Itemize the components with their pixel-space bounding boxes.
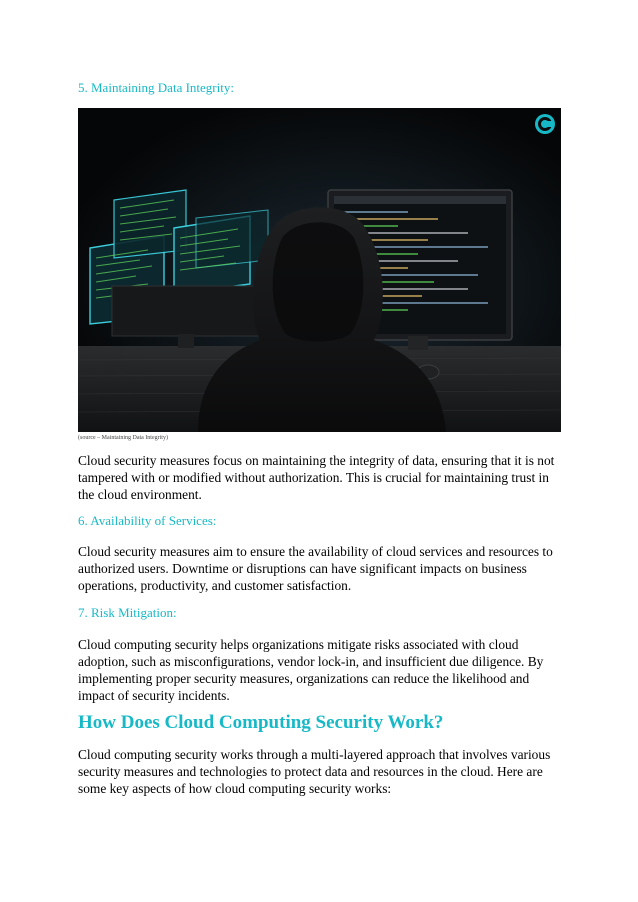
editor-toolbar (334, 196, 506, 204)
paragraph-availability: Cloud security measures aim to ensure the availability of cloud services and resources to authorized users. Downtime or disruptions can have significant impacts on business operations, productivity, and customer satisfaction. (78, 544, 553, 593)
heading-availability-of-services: 6. Availability of Services: (78, 513, 217, 528)
hacker-illustration (78, 108, 561, 432)
heading-how-cloud-security-works: How Does Cloud Computing Security Work? (78, 712, 444, 733)
monitor-right-stand (408, 336, 428, 350)
hood-shadow (273, 222, 364, 341)
brand-logo-icon (535, 114, 555, 134)
paragraph-risk-mitigation: Cloud computing security helps organizations mitigate risks associated with cloud adoption, such as misconfigurations, vendor lock-in, and insufficient due diligence. By implementing proper security measures, organizations can reduce the likelihood and impact of security incidents. (78, 637, 544, 703)
heading-maintaining-data-integrity: 5. Maintaining Data Integrity: (78, 80, 234, 95)
hacker-scene-svg (78, 108, 561, 432)
monitor-left (112, 286, 260, 336)
paragraph-how-cloud-security-works: Cloud computing security works through a multi-layered approach that involves various security measures and technologies to protect data and resources in the cloud. Here are some key aspects of how cloud computing security works: (78, 747, 551, 796)
paragraph-data-integrity: Cloud security measures focus on maintaining the integrity of data, ensuring that it is not tampered with or modified without authorization. This is crucial for maintaining trust in the cloud environment. (78, 453, 555, 502)
heading-risk-mitigation: 7. Risk Mitigation: (78, 605, 177, 620)
hologram-panel (196, 210, 268, 268)
figure-caption: (source – Maintaining Data Integrity) (78, 435, 168, 441)
monitor-left-stand (178, 334, 194, 348)
